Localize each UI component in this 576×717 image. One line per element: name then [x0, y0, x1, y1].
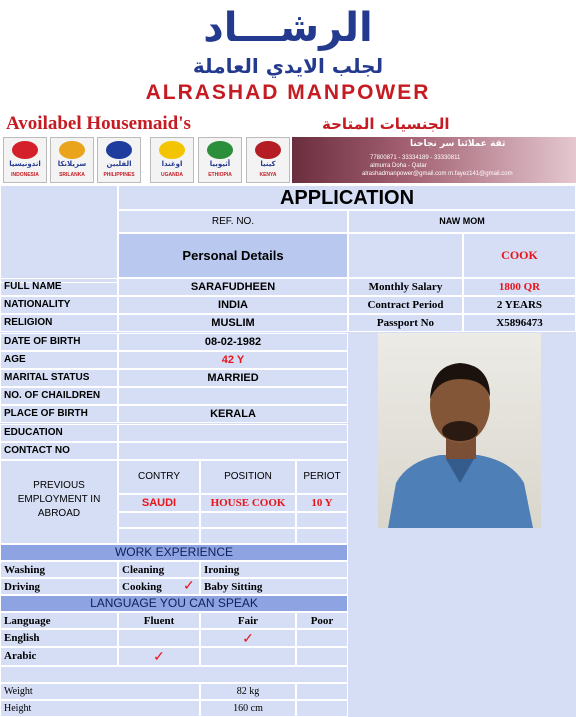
skill-cooking: [118, 578, 200, 595]
contract-label: Contract Period: [348, 296, 463, 314]
flag-emblem-icon: [207, 141, 233, 159]
flag-kenya: [246, 137, 290, 183]
field-value: 08-02-1982: [118, 333, 348, 351]
company-name: ALRASHAD MANPOWER: [145, 81, 431, 104]
checkmark-icon: ✓: [183, 579, 195, 594]
ref-no-value: NAW MOM: [348, 210, 576, 233]
employment-header-period: PERIOT: [296, 460, 348, 494]
english-fair-cell: [200, 629, 296, 647]
blank-position-cell: [348, 233, 463, 278]
flag-indonesia: [3, 137, 47, 183]
language-header-name: Language: [0, 612, 118, 629]
field-value: [118, 424, 348, 442]
flag-emblem-icon: [255, 141, 281, 159]
weight-label: Weight: [0, 683, 200, 700]
arabic-fair-cell: [200, 647, 296, 666]
height-value: 160 cm: [200, 700, 296, 717]
skill-ironing: Ironing: [200, 561, 348, 578]
field-value: INDIA: [118, 296, 348, 314]
checkmark-icon: ✓: [153, 648, 165, 664]
portrait-image: [378, 333, 541, 528]
field-value: 42 Y: [118, 351, 348, 369]
field-label: EDUCATION: [0, 424, 118, 442]
contract-label: Monthly Salary: [348, 278, 463, 296]
employment-country: SAUDI: [118, 494, 200, 512]
skill-baby-sitting: Baby Sitting: [200, 578, 348, 595]
language-heading: LANGUAGE YOU CAN SPEAK: [0, 595, 348, 612]
skill-cleaning: Cleaning: [118, 561, 200, 578]
flag-ethiopia: [198, 137, 242, 183]
contact-banner: [292, 137, 576, 183]
contract-value: X5896473: [463, 314, 576, 332]
field-value: MUSLIM: [118, 314, 348, 332]
flag-arabic-label: اوغندا: [161, 160, 183, 168]
skill-cooking-label: Cooking: [122, 581, 162, 593]
language-header-fluent: Fluent: [118, 612, 200, 629]
email-addresses: alrashadmanpower@gmail.com m.fayez141@gmail.com: [362, 171, 513, 177]
flag-srilanka: [50, 137, 94, 183]
contract-value: 1800 QR: [463, 278, 576, 296]
height-empty-cell: [296, 700, 348, 717]
language-header-fair: Fair: [200, 612, 296, 629]
flag-philippines: [97, 137, 141, 183]
language-english: English: [0, 629, 118, 647]
height-label: Height: [0, 700, 200, 717]
employment-empty-cell: [296, 512, 348, 528]
arabic-fluent-cell: [118, 647, 200, 666]
language-header-poor: Poor: [296, 612, 348, 629]
flag-uganda: [150, 137, 194, 183]
english-fluent-cell: [118, 629, 200, 647]
logo-arabic-subtitle: لجلب الايدي العاملة: [192, 54, 384, 78]
employment-empty-cell: [200, 528, 296, 544]
logo-arabic-title: الرشـــاد: [203, 5, 373, 51]
ref-no-label: REF. NO.: [118, 210, 348, 233]
flag-arabic-label: الفلبين: [106, 160, 132, 168]
language-arabic: Arabic: [0, 647, 118, 666]
flag-arabic-label: أثيوبيا: [209, 160, 231, 168]
blank-header-cell: [0, 185, 118, 283]
skill-driving: Driving: [0, 578, 118, 595]
field-value: SARAFUDHEEN: [118, 278, 348, 296]
flag-english-label: SRILANKA: [59, 172, 85, 178]
field-label: NATIONALITY: [0, 296, 118, 314]
field-label: PLACE OF BIRTH: [0, 405, 118, 423]
flag-emblem-icon: [159, 141, 185, 159]
employment-empty-cell: [118, 528, 200, 544]
flag-english-label: ETHIOPIA: [208, 172, 232, 178]
available-housemaids-label: Avoilabel Housemaid's: [6, 113, 191, 134]
arabic-poor-cell: [296, 647, 348, 666]
flag-english-label: INDONESIA: [11, 172, 39, 178]
skill-washing: Washing: [0, 561, 118, 578]
previous-employment-label: PREVIOUS EMPLOYMENT IN ABROAD: [0, 460, 118, 544]
personal-details-heading: Personal Details: [118, 233, 348, 278]
flag-english-label: UGANDA: [161, 172, 183, 178]
flag-english-label: KENYA: [259, 172, 277, 178]
field-value: MARRIED: [118, 369, 348, 387]
application-title: APPLICATION: [118, 185, 576, 210]
flag-emblem-icon: [59, 141, 85, 159]
employment-header-position: POSITION: [200, 460, 296, 494]
employment-header-country: CONTRY: [118, 460, 200, 494]
field-label: RELIGION: [0, 314, 118, 332]
employment-empty-cell: [118, 512, 200, 528]
checkmark-icon: ✓: [242, 630, 254, 646]
field-label: FULL NAME: [0, 278, 118, 296]
contract-value: 2 YEARS: [463, 296, 576, 314]
applicant-photo: [378, 333, 541, 528]
flag-english-label: PHILIPPINES: [103, 172, 135, 178]
address: almurra Doha - Qatar: [370, 163, 427, 169]
weight-empty-cell: [296, 683, 348, 700]
available-nationalities-arabic: الجنسيات المتاحة: [322, 115, 450, 133]
flag-arabic-label: سريلانكا: [57, 160, 87, 168]
flag-emblem-icon: [106, 141, 132, 159]
english-poor-cell: [296, 629, 348, 647]
employment-period: 10 Y: [296, 494, 348, 512]
work-experience-heading: WORK EXPERIENCE: [0, 544, 348, 561]
field-label: MARITAL STATUS: [0, 369, 118, 387]
flag-emblem-icon: [12, 141, 38, 159]
employment-empty-cell: [200, 512, 296, 528]
slogan: ثقة عملائنا سر نجاحنا: [410, 139, 506, 149]
phone-numbers: 77800871 - 33334189 - 33330811: [370, 155, 461, 161]
field-label: NO. OF CHAILDREN: [0, 387, 118, 405]
field-value: [118, 387, 348, 405]
spacer-row: [0, 666, 348, 683]
flag-arabic-label: اندونيسيا: [9, 160, 41, 168]
position-applied: COOK: [463, 233, 576, 278]
flag-arabic-label: كينيا: [260, 160, 276, 168]
weight-value: 82 kg: [200, 683, 296, 700]
field-label: AGE: [0, 351, 118, 369]
field-label: DATE OF BIRTH: [0, 333, 118, 351]
field-value: [118, 442, 348, 460]
employment-empty-cell: [296, 528, 348, 544]
field-label: CONTACT NO: [0, 442, 118, 460]
field-value: KERALA: [118, 405, 348, 423]
contract-label: Passport No: [348, 314, 463, 332]
employment-position: HOUSE COOK: [200, 494, 296, 512]
